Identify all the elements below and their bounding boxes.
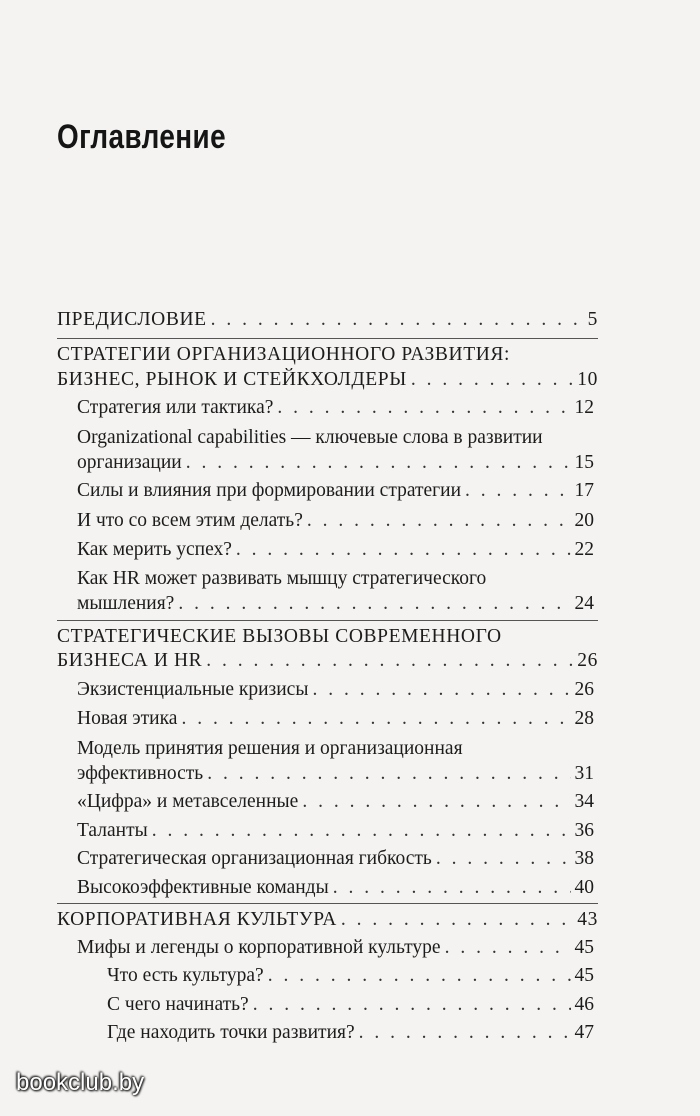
toc-entry-text: Где находить точки развития? [107, 1022, 355, 1043]
toc-entry [77, 591, 594, 617]
page-title: Оглавление [57, 118, 227, 156]
toc-page-number: 45 [574, 937, 594, 958]
toc-entry-text: Что есть культура? [107, 965, 264, 986]
toc-entry [77, 395, 594, 421]
dot-leader [312, 677, 570, 703]
dot-leader [359, 1020, 571, 1046]
toc-entry-text: Силы и влияния при формировании стратегии [77, 480, 462, 501]
dot-leader [445, 935, 571, 961]
toc-page-number: 36 [574, 820, 594, 841]
toc-page-number: 5 [587, 309, 598, 330]
dot-leader [302, 789, 570, 815]
toc-entry [77, 478, 594, 504]
toc-page-number: 31 [574, 763, 594, 784]
toc-page-number: 38 [574, 848, 594, 869]
dot-leader [178, 591, 570, 617]
toc-page-number: 20 [574, 510, 594, 531]
dot-leader [333, 875, 571, 901]
toc-entry [77, 450, 594, 476]
toc-page-number: 24 [574, 593, 594, 614]
toc-entry [77, 935, 594, 961]
toc-page-number: 26 [574, 679, 594, 700]
dot-leader [436, 846, 571, 872]
toc-entry-text-line1: Как HR может развивать мышцу стратегического [77, 568, 487, 589]
dot-leader [207, 761, 570, 787]
toc-entry-text: Стратегическая организационная гибкость [77, 848, 432, 869]
toc-entry [77, 677, 594, 703]
toc-entry-text-line1: Organizational capabilities — ключевые слова в развитии [77, 427, 543, 448]
toc-entry-text: Как мерить успех? [77, 539, 232, 560]
toc-entry [77, 761, 594, 787]
toc-entry-text: Стратегия или тактика? [77, 397, 274, 418]
toc-page-number: 47 [574, 1022, 594, 1043]
toc-entry-text: организации [77, 452, 182, 473]
toc-entry-text: КОРПОРАТИВНАЯ КУЛЬТУРА [57, 909, 337, 930]
dot-leader [307, 508, 571, 534]
toc-page-number: 15 [574, 452, 594, 473]
dot-leader [341, 907, 573, 933]
toc-entry-challenges [57, 648, 598, 674]
toc-entry-text: И что со всем этим делать? [77, 510, 303, 531]
section-divider [57, 620, 598, 621]
toc-entry-text: Экзистенциальные кризисы [77, 679, 309, 700]
toc-subentry [107, 963, 594, 989]
toc-page-number: 26 [577, 650, 598, 671]
toc-entry-text: С чего начинать? [107, 994, 249, 1015]
dot-leader [211, 307, 584, 333]
toc-entry [77, 875, 594, 901]
toc-entry-text: Мифы и легенды о корпоративной культуре [77, 937, 441, 958]
toc-entry-text: Новая этика [77, 708, 178, 729]
dot-leader [268, 963, 571, 989]
dot-leader [181, 706, 570, 732]
toc-page-number: 22 [574, 539, 594, 560]
toc-subentry [107, 992, 594, 1018]
toc-entry [77, 789, 594, 815]
toc-entry-text: ПРЕДИСЛОВИЕ [57, 309, 207, 330]
toc-entry-culture [57, 907, 598, 933]
toc-entry-text: мышления? [77, 593, 175, 614]
toc-page-number: 28 [574, 708, 594, 729]
toc-page-number: 12 [574, 397, 594, 418]
dot-leader [236, 537, 571, 563]
toc-entry-text: Таланты [77, 820, 148, 841]
section-divider [57, 903, 598, 904]
toc-page-number: 17 [574, 480, 594, 501]
toc-page-number: 40 [574, 877, 594, 898]
dot-leader [206, 648, 573, 674]
dot-leader [277, 395, 570, 421]
toc-entry-text: БИЗНЕС, РЫНОК И СТЕЙКХОЛДЕРЫ [57, 369, 407, 390]
toc-page-number: 43 [577, 909, 598, 930]
toc-page-number: 46 [574, 994, 594, 1015]
toc-entry-text: БИЗНЕСА И HR [57, 650, 203, 671]
toc-entry-text-line1: СТРАТЕГИИ ОРГАНИЗАЦИОННОГО РАЗВИТИЯ: [57, 344, 511, 365]
toc-entry [77, 846, 594, 872]
dot-leader [253, 992, 571, 1018]
toc-entry-preface [57, 307, 598, 333]
dot-leader [152, 818, 571, 844]
section-divider [57, 338, 598, 339]
toc-page-number: 45 [574, 965, 594, 986]
toc-entry-text-line1: Модель принятия решения и организационная [77, 738, 463, 759]
toc-entry-text: эффективность [77, 763, 204, 784]
watermark-logo: bookclub.by [16, 1069, 145, 1096]
toc-subentry [107, 1020, 594, 1046]
toc-page-number: 10 [577, 369, 598, 390]
toc-entry [77, 537, 594, 563]
dot-leader [411, 367, 573, 393]
toc-entry [77, 706, 594, 732]
toc-page-number: 34 [574, 791, 594, 812]
toc-entry-text: «Цифра» и метавселенные [77, 791, 299, 812]
dot-leader [465, 478, 570, 504]
dot-leader [186, 450, 571, 476]
toc-entry-strategies [57, 367, 598, 393]
toc-entry [77, 818, 594, 844]
toc-entry [77, 508, 594, 534]
toc-entry-text: Высокоэффективные команды [77, 877, 329, 898]
toc-entry-text-line1: СТРАТЕГИЧЕСКИЕ ВЫЗОВЫ СОВРЕМЕННОГО [57, 626, 502, 647]
